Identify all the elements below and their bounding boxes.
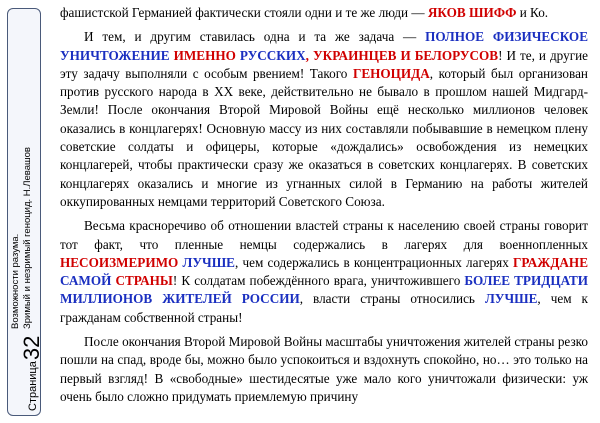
emphasis-red: УКРАИНЦЕВ И БЕЛОРУСОВ [312,47,499,63]
page-word: Страница [27,361,39,411]
book-title-line1: Возможности разума. [10,233,21,329]
text-run: , который был организован против русского народа в XX веке, действительно не бывало в прошлом нашей Мидгард-Земли! После окончания Второй Мировой Войны ещё несколько миллионов человек оказались в концлагерях! Основную массу из них составляли побывавшие в немецком плену советские солдаты и офицеры, которые «дождались» освобождения из немецких концлагерей, чтобы практически сразу же оказаться в советских концлагерях. В советских концлагерях оказались и многие из угнанных силой в Германию на работы жителей оккупированных немцами территорий Советского Союза. [60,65,588,209]
text-run: , чем к гражданам собственной страны! [60,291,588,325]
emphasis-red: , [305,47,313,63]
emphasis-blue: ЛУЧШЕ [484,291,538,307]
text-run: И тем, и другим ставилась одна и та же задача — [84,29,426,45]
text-run: , чем содержались в концентрационных лагерях [234,254,514,270]
emphasis-blue: РУССКИХ [239,47,306,63]
paragraph-2 [60,28,588,211]
emphasis-red: СТРАНЫ [115,273,173,289]
text-run: ! К солдатам побеждённого врага, уничтожившего [172,273,465,289]
emphasis-blue: БОЛЕЕ [464,273,511,289]
sidebar-rotated-text [8,9,42,417]
page-margin-sidebar [7,8,44,416]
emphasis-red: ГЕНОЦИДА [352,65,430,81]
emphasis-red: ИМЕННО [173,47,236,63]
text-run: фашистской Германией фактически стояли одни и те же люди — [60,5,428,20]
text-run: и Ко. [516,5,549,20]
page-number-label [16,336,42,411]
page-number: 32 [19,335,44,361]
paragraph-4 [60,333,588,406]
book-title [10,147,34,329]
emphasis-blue: ПОЛНОЕ ФИЗИЧЕСКОЕ УНИЧТОЖЕНИЕ [60,29,588,63]
emphasis-red: НЕСОИЗМЕРИМО [60,254,179,270]
emphasis-red: ЯКОВ ШИФФ [427,5,517,20]
paragraph-3 [60,217,588,327]
document-body [60,4,588,412]
text-run: После окончания Второй Мировой Войны масштабы уничтожения жителей страны резко пошли на спад, вроде бы, можно было успокоиться и вздохнуть спокойно, но… это только на первый взгляд! В «свободные» шестидесятые уже мало кого уничтожали физически: уж очень было сложно придумать приемлемую причину [60,334,588,404]
paragraph-1 [60,4,588,22]
emphasis-blue: ТРИДЦАТИ МИЛЛИОНОВ ЖИТЕЛЕЙ РОССИИ [60,273,588,307]
text-run: Весьма красноречиво об отношении властей страны к населению своей страны говорит тот факт, что пленные немцы содержались в лагерях для военнопленных [60,218,588,252]
emphasis-red: ГРАЖДАНЕ [513,254,588,270]
text-run: , власти страны относились [299,291,485,307]
emphasis-blue: ЛУЧШЕ [182,254,235,270]
emphasis-blue: САМОЙ [60,273,112,289]
text-run: ! И те, и другие эту задачу выполняли с особым рвением! Такого [60,47,589,81]
book-title-line2: Зримый и незримый геноцид. Н.Левашов [22,147,33,329]
